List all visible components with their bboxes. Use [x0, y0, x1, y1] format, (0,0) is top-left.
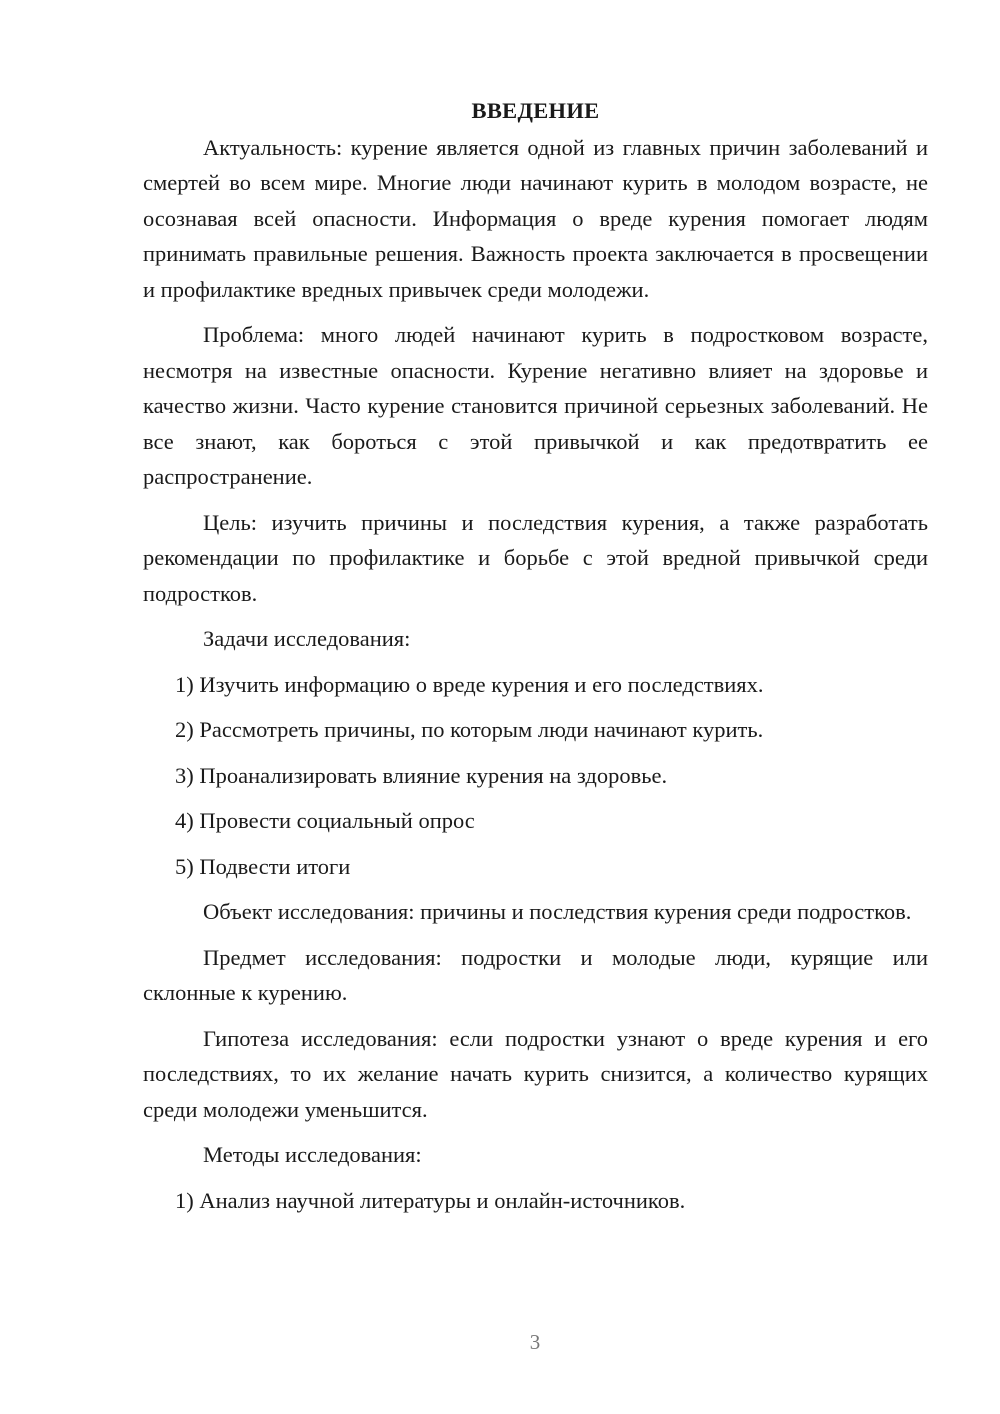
methods-heading: Методы исследования: — [203, 1142, 422, 1167]
task-item: 4) Провести социальный опрос — [175, 808, 475, 833]
task-item: 5) Подвести итоги — [175, 853, 351, 879]
document-page — [143, 93, 928, 1228]
method-item: 1) Анализ научной литературы и онлайн-источников. — [175, 1187, 686, 1213]
object-paragraph: Объект исследования: причины и последствия курения среди подростков. — [203, 899, 912, 924]
goal-paragraph: Цель: изучить причины и последствия курения, а также разработать рекомендации по профилактике и борьбе с этой вредной привычкой среди подростков. — [143, 509, 928, 606]
page-number: 3 — [529, 1330, 541, 1354]
subject-paragraph: Предмет исследования: подростки и молодые люди, курящие или склонные к курению. — [143, 944, 928, 1005]
relevance-paragraph: Актуальность: курение является одной из главных причин заболеваний и смертей во всем мире. Многие люди начинают курить в молодом возрасте, не осознавая всей опасности. Информация о вреде курения помогает людям принимать правильные решения. Важность проекта заключается в просвещении и профилактике вредных привычек среди молодежи. — [143, 134, 928, 302]
task-item: 3) Проанализировать влияние курения на здоровье. — [175, 762, 668, 788]
tasks-heading: Задачи исследования: — [203, 626, 411, 651]
hypothesis-paragraph: Гипотеза исследования: если подростки узнают о вреде курения и его последствиях, то их желание начать курить снизится, а количество курящих среди молодежи уменьшится. — [143, 1025, 928, 1122]
task-item: 1) Изучить информацию о вреде курения и его последствиях. — [175, 671, 764, 697]
task-item: 2) Рассмотреть причины, по которым люди начинают курить. — [175, 717, 764, 742]
page-title: ВВЕДЕНИЕ — [471, 98, 600, 123]
problem-paragraph: Проблема: много людей начинают курить в подростковом возрасте, несмотря на известные опасности. Курение негативно влияет на здоровье и качество жизни. Часто курение становится причиной серьезных заболеваний. Не все знают, как бороться с этой привычкой и как предотвратить ее распространение. — [143, 322, 928, 489]
